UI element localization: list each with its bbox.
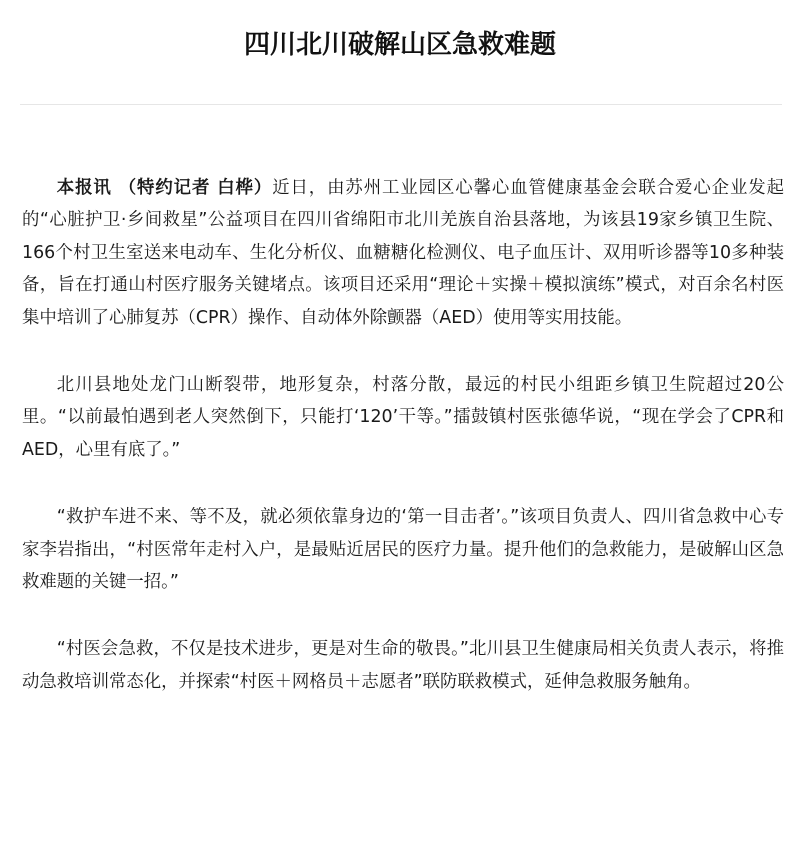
article-paragraph-1-text: 近日，由苏州工业园区心馨心血管健康基金会联合爱心企业发起的“心脏护卫·乡间救星”公益项目在四川省绵阳市北川羌族自治县落地，为该县19家乡镇卫生院、166个村卫生室送来电动车、生化分析仪、血糖糖化检测仪、电子血压计、双用听诊器等10多种装备，旨在打通山村医疗服务关键堵点。该项目还采用“理论＋实操＋模拟演练”模式，对百余名村医集中培训了心肺复苏（CPR）操作、自动体外除颤器（AED）使用等实用技能。 [22,178,784,328]
article-paragraph-1 [22,172,784,334]
article-paragraph-4: “村医会急救，不仅是技术进步，更是对生命的敬畏。”北川县卫生健康局相关负责人表示，将推动急救培训常态化，并探索“村医＋网格员＋志愿者”联防联救模式，延伸急救服务触角。 [22,639,784,692]
title-divider [20,104,782,105]
article-title: 四川北川破解山区急救难题 [243,30,556,61]
article-paragraph-2: 北川县地处龙门山断裂带，地形复杂，村落分散，最远的村民小组距乡镇卫生院超过20公里。“以前最怕遇到老人突然倒下，只能打‘120’干等。”擂鼓镇村医张德华说，“现在学会了CPR和AED，心里有底了。” [22,375,784,460]
article-dateline: 本报讯 （特约记者 白桦） [56,178,273,198]
article-body [22,172,784,733]
article-paragraph-3: “救护车进不来、等不及，就必须依靠身边的‘第一目击者’。”该项目负责人、四川省急救中心专家李岩指出，“村医常年走村入户，是最贴近居民的医疗力量。提升他们的急救能力，是破解山区急救难题的关键一招。” [22,507,784,593]
